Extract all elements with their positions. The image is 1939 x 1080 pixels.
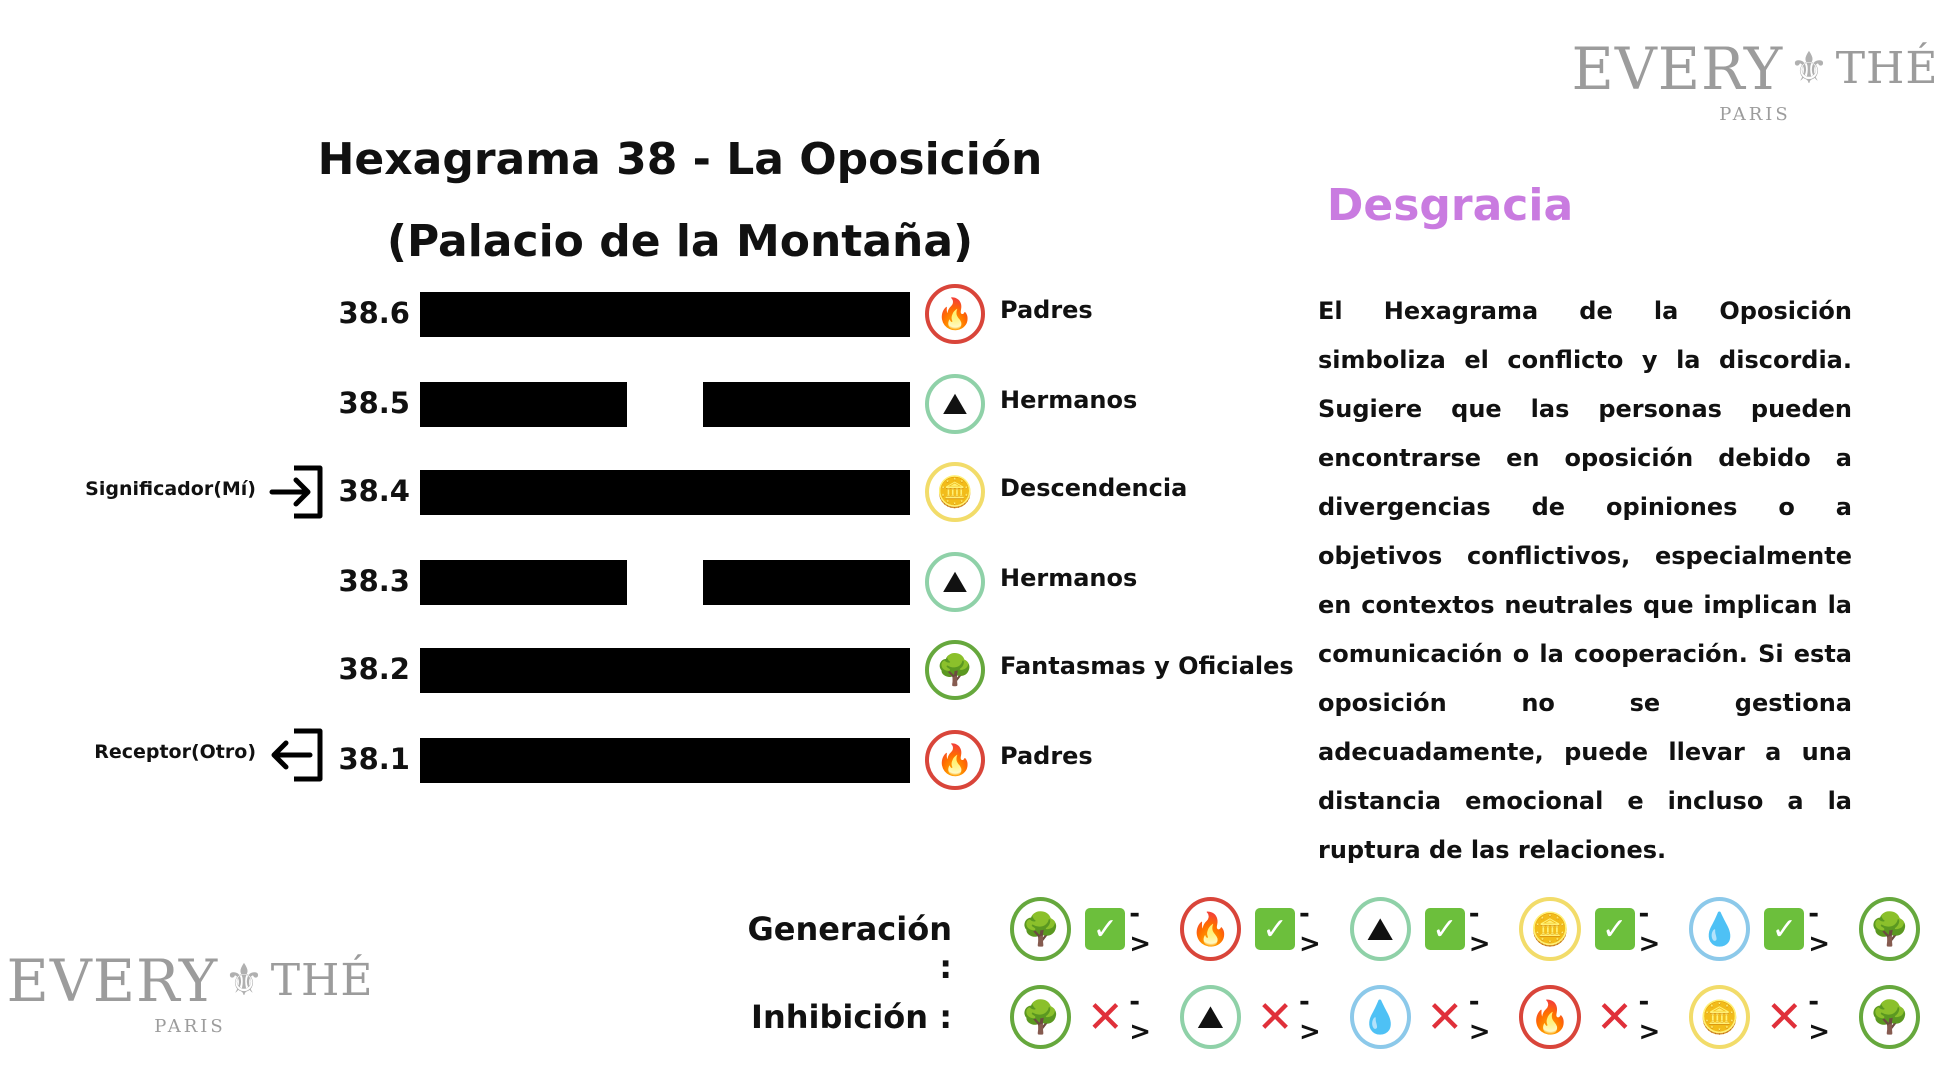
brand-word-right: THÉ [1835, 43, 1939, 94]
checkmark-icon: ✓ [1764, 908, 1804, 950]
gold-element-icon: 🪙 [1519, 897, 1580, 961]
generation-cycle [1010, 897, 1920, 961]
brand-word-left: EVERY [1571, 35, 1784, 103]
fleur-de-lis-icon: ⚜ [224, 955, 265, 1006]
fire-element-icon: 🔥 [1180, 897, 1241, 961]
gold-element-icon: 🪙 [1689, 985, 1750, 1049]
brand-word-left: EVERY [6, 947, 219, 1015]
line-relation: Descendencia [1000, 474, 1188, 502]
mountain-element-icon: ⛰ [1180, 985, 1241, 1049]
water-element-icon: 💧 [1689, 897, 1750, 961]
yin-line-segment [703, 382, 910, 427]
line-relation: Padres [1000, 742, 1093, 770]
line-number: 38.2 [338, 652, 410, 686]
checkmark-icon: ✓ [1595, 908, 1635, 950]
arrow-icon: - > [1638, 899, 1662, 959]
generation-label: Generación : [747, 910, 952, 986]
mountain-element-icon: ⛰ [925, 552, 985, 612]
line-relation: Fantasmas y Oficiales [1000, 652, 1294, 680]
checkmark-icon: ✓ [1255, 908, 1295, 950]
checkmark-icon: ✓ [1425, 908, 1465, 950]
exit-arrow-icon [270, 725, 330, 785]
arrow-icon: - > [1468, 987, 1492, 1047]
mountain-element-icon: ⛰ [925, 374, 985, 434]
line-relation: Padres [1000, 296, 1093, 324]
water-element-icon: 💧 [1350, 985, 1411, 1049]
hexagram-title: Hexagrama 38 - La Oposición [317, 134, 1043, 185]
arrow-icon: - > [1299, 987, 1322, 1047]
enter-arrow-icon [270, 462, 330, 522]
arrow-icon: - > [1129, 987, 1153, 1047]
line-number: 38.4 [338, 474, 410, 508]
gold-element-icon: 🪙 [925, 462, 985, 522]
brand-logo-top [1571, 35, 1939, 125]
hexagram-subtitle: (Palacio de la Montaña) [386, 216, 974, 267]
tree-element-icon: 🌳 [1010, 897, 1071, 961]
fire-element-icon: 🔥 [1519, 985, 1580, 1049]
yang-line-bar [420, 738, 910, 783]
inhibition-label: Inhibición : [751, 998, 952, 1036]
fleur-de-lis-icon: ⚜ [1789, 43, 1830, 94]
arrow-icon: - > [1638, 987, 1662, 1047]
line-number: 38.3 [338, 564, 410, 598]
cross-icon: ✕ [1596, 991, 1633, 1043]
brand-city: PARIS [1719, 104, 1791, 125]
cross-icon: ✕ [1765, 991, 1803, 1043]
line-number: 38.6 [338, 296, 410, 330]
tree-element-icon: 🌳 [1859, 985, 1920, 1049]
yang-line-bar [420, 292, 910, 337]
receptor-label: Receptor(Otro) [94, 741, 256, 763]
line-number: 38.5 [338, 386, 410, 420]
yin-line-segment [420, 382, 627, 427]
cross-icon: ✕ [1086, 991, 1124, 1043]
checkmark-icon: ✓ [1085, 908, 1125, 950]
line-relation: Hermanos [1000, 564, 1138, 592]
cross-icon: ✕ [1426, 991, 1464, 1043]
brand-city: PARIS [154, 1016, 226, 1037]
tree-element-icon: 🌳 [1859, 897, 1920, 961]
mountain-element-icon: ⛰ [1350, 897, 1411, 961]
line-number: 38.1 [338, 742, 410, 776]
yang-line-bar [420, 470, 910, 515]
inhibition-cycle [1010, 985, 1920, 1049]
yin-line-segment [420, 560, 627, 605]
cross-icon: ✕ [1256, 991, 1294, 1043]
tree-element-icon: 🌳 [1010, 985, 1071, 1049]
arrow-icon: - > [1129, 899, 1153, 959]
arrow-icon: - > [1808, 899, 1832, 959]
brand-logo-bottom [6, 947, 374, 1037]
fire-element-icon: 🔥 [925, 284, 985, 344]
brand-word-right: THÉ [270, 955, 374, 1006]
arrow-icon: - > [1468, 899, 1492, 959]
significador-label: Significador(Mí) [85, 478, 256, 500]
description-paragraph: El Hexagrama de la Oposición simboliza el conflicto y la discordia. Sugiere que las personas pueden encontrarse en oposición debido a divergencias de opiniones o a objetivos conflictivos, especialmente en contextos neutrales que implican la comunicación o la cooperación. Si esta oposición no se gestiona adecuadamente, puede llevar a una distancia emocional e incluso a la ruptura de las relaciones. [1318, 297, 1852, 864]
section-heading: Desgracia [1326, 180, 1574, 231]
yang-line-bar [420, 648, 910, 693]
arrow-icon: - > [1808, 987, 1832, 1047]
arrow-icon: - > [1299, 899, 1322, 959]
fire-element-icon: 🔥 [925, 730, 985, 790]
yin-line-segment [703, 560, 910, 605]
tree-element-icon: 🌳 [925, 640, 985, 700]
line-relation: Hermanos [1000, 386, 1138, 414]
